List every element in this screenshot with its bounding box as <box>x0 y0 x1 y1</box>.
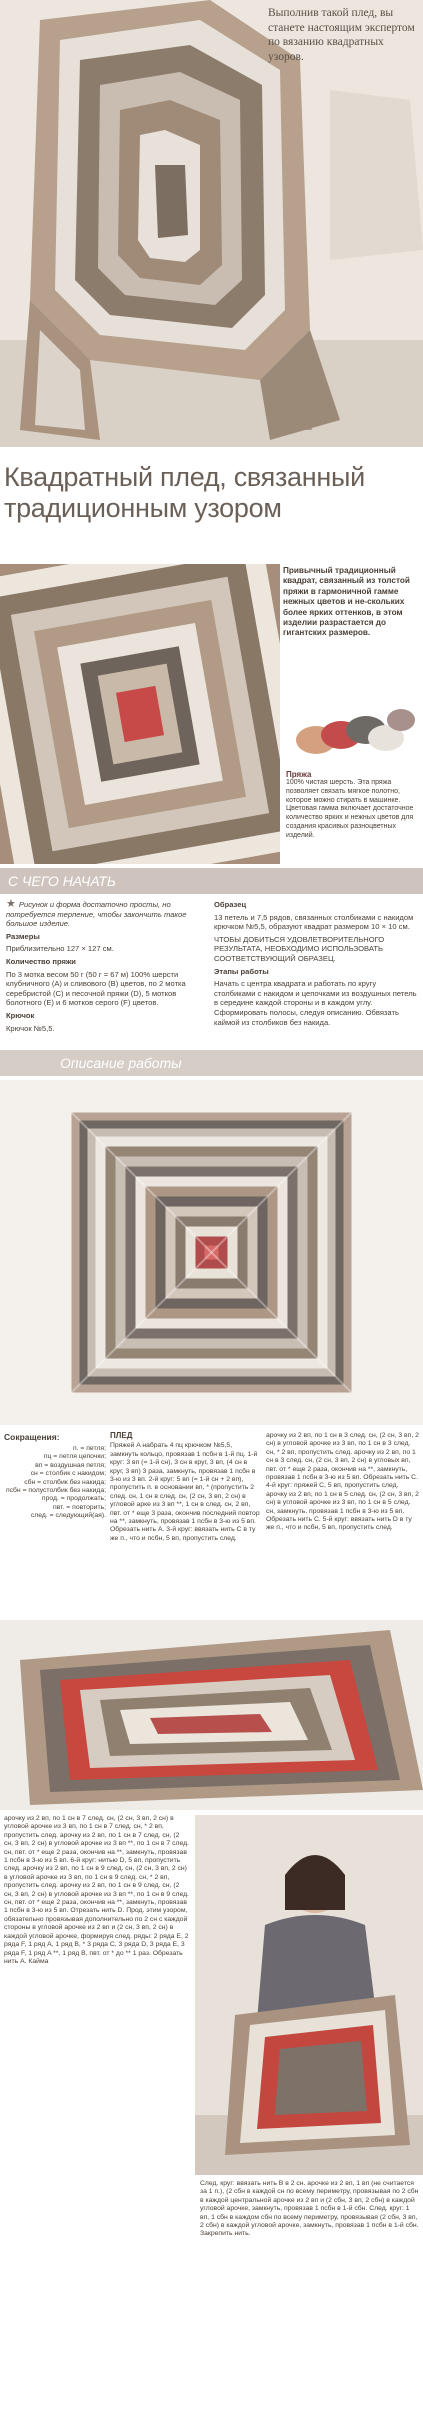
main-title <box>4 462 419 524</box>
abbreviations-title: Сокращения: <box>4 1432 60 1442</box>
abbr-item: псбн = полустолбик без накида; <box>5 1487 106 1495</box>
stages-title: Этапы работы <box>214 966 269 976</box>
abbr-item: пвт. = повторить; <box>53 1503 106 1511</box>
side-caption <box>283 566 420 639</box>
hook-text: Крючок №5,5. <box>6 1023 55 1033</box>
yarn-balls-image <box>286 690 421 765</box>
yarn-note-text: 100% чистая шерсть. Эта пряжа позволяет связать мягкое полотно, которое можно стирать в машинке. Цветовая гамма включает достаточное количество ярких и нежных цветов для создания красивых разноцветных изделий. <box>286 779 414 839</box>
photo-blanket-draped <box>0 1620 423 1810</box>
sizes-title: Размеры <box>6 931 40 941</box>
stages-text: Начать с центра квадрата и работать по кругу столбиками с накидом и цепочками из воздушных петель в середине каждой стороны и в каждом углу. Сформировать полосы, следуя описанию. Обвязать каймой из столбиков без накида. <box>214 979 417 1027</box>
abbr-item: п. = петля; <box>72 1445 106 1452</box>
abbr-item: пц = петля цепочки; <box>43 1453 106 1461</box>
sample-title: Образец <box>214 900 247 909</box>
pattern-bottom-left <box>4 1815 189 1966</box>
woman-with-blanket-illustration <box>195 1815 423 2175</box>
main-title-text: Квадратный плед, связанный традиционным узором <box>4 462 365 523</box>
intro-caption <box>268 6 418 64</box>
pattern-col2 <box>266 1432 420 1533</box>
pattern-heading: ПЛЕД <box>110 1431 133 1440</box>
start-section-band <box>0 868 423 894</box>
description-band <box>0 1050 423 1076</box>
yarn-note <box>286 770 420 841</box>
description-title: Описание работы <box>60 1055 182 1071</box>
sample-caps: ЧТОБЫ ДОБИТЬСЯ УДОВЛЕТВОРИТЕЛЬНОГО РЕЗУЛЬТАТА, НЕОБХОДИМО ИСПОЛЬЗОВАТЬ СООТВЕТСТВУЮЩИЙ ОБРАЗЕЦ. <box>214 934 385 963</box>
abbr-item: вп = воздушная петля; <box>35 1461 106 1469</box>
abbreviations-box <box>4 1432 106 1521</box>
yarn-qty-title: Количество пряжи <box>6 956 76 966</box>
photo-blanket-closeup <box>0 564 280 864</box>
start-left-column <box>6 900 206 1036</box>
abbreviations-list <box>4 1445 106 1521</box>
star-icon: ★ <box>6 898 19 910</box>
abbr-item: сбн = столбик без накида; <box>24 1478 106 1486</box>
side-caption-text: Привычный традиционный квадрат, связанный из толстой пряжи в гармоничной гамме нежных цветов и не-скольких более ярких оттенков, в этом изделии разрастается до гигантских размеров. <box>283 566 410 638</box>
sizes-text: Приблизительно 127 × 127 см. <box>6 944 114 954</box>
pattern-col2-text: арочку из 2 вп, по 1 сн в 3 след. сн, (2 сн, 3 вп, 2 сн) в угловой арочке из 3 вп, по 1 сн в 3 след. сн, * 2 вп, пропустить след. арочку из 2 вп, по 1 сн в 3 след. сн, (2 сн, 3 вп, 2 сн) в угловых вп, пвт. от * еще 2 раза, окончив на **, замкнуть, провязав 1 псбн в 3-ю из 5 вп. Обрезать нить C. 4-й круг: пряжей C, 5 вп, пропустить след. арочку из 2 вп, по 1 сн в 5 след. сн, (2 сн, 3 вп, 2 сн) в угловой арочке из 3 вп, по 1 сн в 5 след. сн, замкнуть, провязав 1 псбн в 3-ю из 5 вп. Обрезать нить C. 5-й круг: ввязать нить D в ту же п., что и псбн, 5 вп, пропустить след. <box>266 1432 419 1532</box>
abbr-item: прод. = продолжать; <box>41 1495 106 1503</box>
intro-caption-text: Выполнив такой плед, вы станете настоящим экспертом по вязанию квадратных узоров. <box>268 7 415 63</box>
pattern-bottom-left-text: арочку из 2 вп, по 1 сн в 7 след. сн, (2 сн, 3 вп, 2 сн) в угловой арочке из 3 вп, по 1 сн в 7 след. сн, * 2 вп, пропустить след. арочку из 2 вп, по 1 сн в 7 след. сн, (2 сн, 3 вп, 2 сн) в угловой арочке из 3 вп **, по 1 сн в 7 след. сн, пвт. от * еще 2 раза, окончив на **, замкнуть, провязав 1 псбн в 3-ю из 5 вп. 6-й круг: нитью D, 5 вп, пропустить след. арочку из 2 вп, по 1 сн в 9 след. сн, (2 сн, 3 вп, 2 сн) в угловой арочке из 3 вп, по 1 сн в 9 след. сн, * 2 вп, пропустить след. арочку из 2 вп, по 1 сн в 9 след. сн, (2 сн, 3 вп, 2 сн) в угловой арочке из 3 вп **, по 1 сн в 9 след. сн, пвт. от * еще 2 раза, окончив на **, замкнуть, провязав 1 псбн в 3-ю из 5 вп. Отрезать нить D. Прод. этим узором, обязательно провязывая дополнительно по 2 сн с каждой стороны в угловой арочке из 2 вп и (2 сн, 3 вп, 2 сн) в каждой угловой арочке, формируя след. ряды: 2 ряда E, 2 ряда F, 1 ряд A, 1 ряд B, * 3 ряда C, 3 ряда D, 3 ряда E, 3 ряда F, 1 ряд A **, 1 ряд B, пвт. от * до ** 1 раз. Обрезать нить A. Кайма <box>4 1815 189 1965</box>
pattern-bottom-right <box>200 2180 420 2239</box>
abbr-item: след. = следующий(ая). <box>30 1512 106 1520</box>
photo-blanket-on-chair <box>0 0 423 447</box>
pattern-col1-text: Пряжей A набрать 4 пц крючком №5,5, замкнуть кольцо, провязав 1 псбн в 1-й пц. 1-й круг: 3 вп (= 1-й сн), 3 сн в круг, 3 вп, (4 сн в круг, 3 вп) 3 раза, замкнуть, провязав 1 псбн в 3-ю из 3 вп. 2-й круг: 5 вп (= 1-й сн + 2 вп), пропустить п. в основании вп, * (пропустить 2 след. сн, 1 сн в след. сн, (2 сн, 3 вп, 2 сн) в угловой арке из 3 вп **, 1 сн в след. сн, 2 вп, пвт. от * еще 3 раза, окончив последний повтор на **, замкнуть, провязав 1 псбн в 3-ю из 5 вп. Обрезать нить A. 3-й круг: ввязать нить C в ту же п., что и псбн, 5 вп, пропустить след. <box>110 1442 260 1542</box>
abbr-item: сн = столбик с накидом; <box>30 1470 106 1478</box>
blanket-chair-illustration <box>0 0 423 447</box>
start-intro <box>6 900 206 929</box>
blanket-draped-illustration <box>0 1620 423 1810</box>
yarn-balls-icon <box>286 690 421 765</box>
blanket-closeup-illustration <box>0 564 280 864</box>
pattern-col1 <box>110 1432 260 1543</box>
start-right-column <box>214 900 418 1030</box>
hook-title: Крючок <box>6 1010 35 1020</box>
yarn-qty-text: По 3 мотка весом 50 г (50 г = 67 м) 100% шерсти клубничного (A) и сливового (B) цветов, по 2 мотка серебристой (C) и песочной пряжи (D), 5 мотков болотного (E) и 6 мотков серого (F) цветов. <box>6 969 186 1008</box>
photo-blanket-flat <box>0 1080 423 1425</box>
photo-woman-with-blanket <box>195 1815 423 2175</box>
sample-text: 13 петель и 7,5 рядов, связанных столбиками с накидом крючком №5,5, образуют квадрат размером 10 × 10 см. <box>214 912 414 932</box>
pattern-bottom-right-text: След. круг: ввязать нить B в 2 сн. арочке из 2 вп, 1 вп (не считается за 1 п.), (2 сбн в каждой сн по всему периметру, провязывая по 2 сбн в каждой центральной арочке из 2 вп и (2 сбн, 3 вп, 2 сбн) в каждой угловой арочке, замкнуть, провязав 1 псбн в 1-й сбн. След. круг: 1 вп, 1 сбн в каждом сбн по всему периметру, провязывая (2 сбн, 3 вп, 2 сбн) в каждой угловой арочке, замкнуть, провязав 1 псбн в 1-й сбн. Закрепить нить. <box>200 2180 419 2238</box>
start-intro-text: Рисунок и форма достаточно просты, но потребуется терпение, чтобы закончить такое большое изделие. <box>6 900 187 929</box>
yarn-note-title: Пряжа <box>286 770 312 779</box>
start-section-title: С ЧЕГО НАЧАТЬ <box>8 873 116 889</box>
blanket-flat-illustration <box>0 1080 423 1425</box>
